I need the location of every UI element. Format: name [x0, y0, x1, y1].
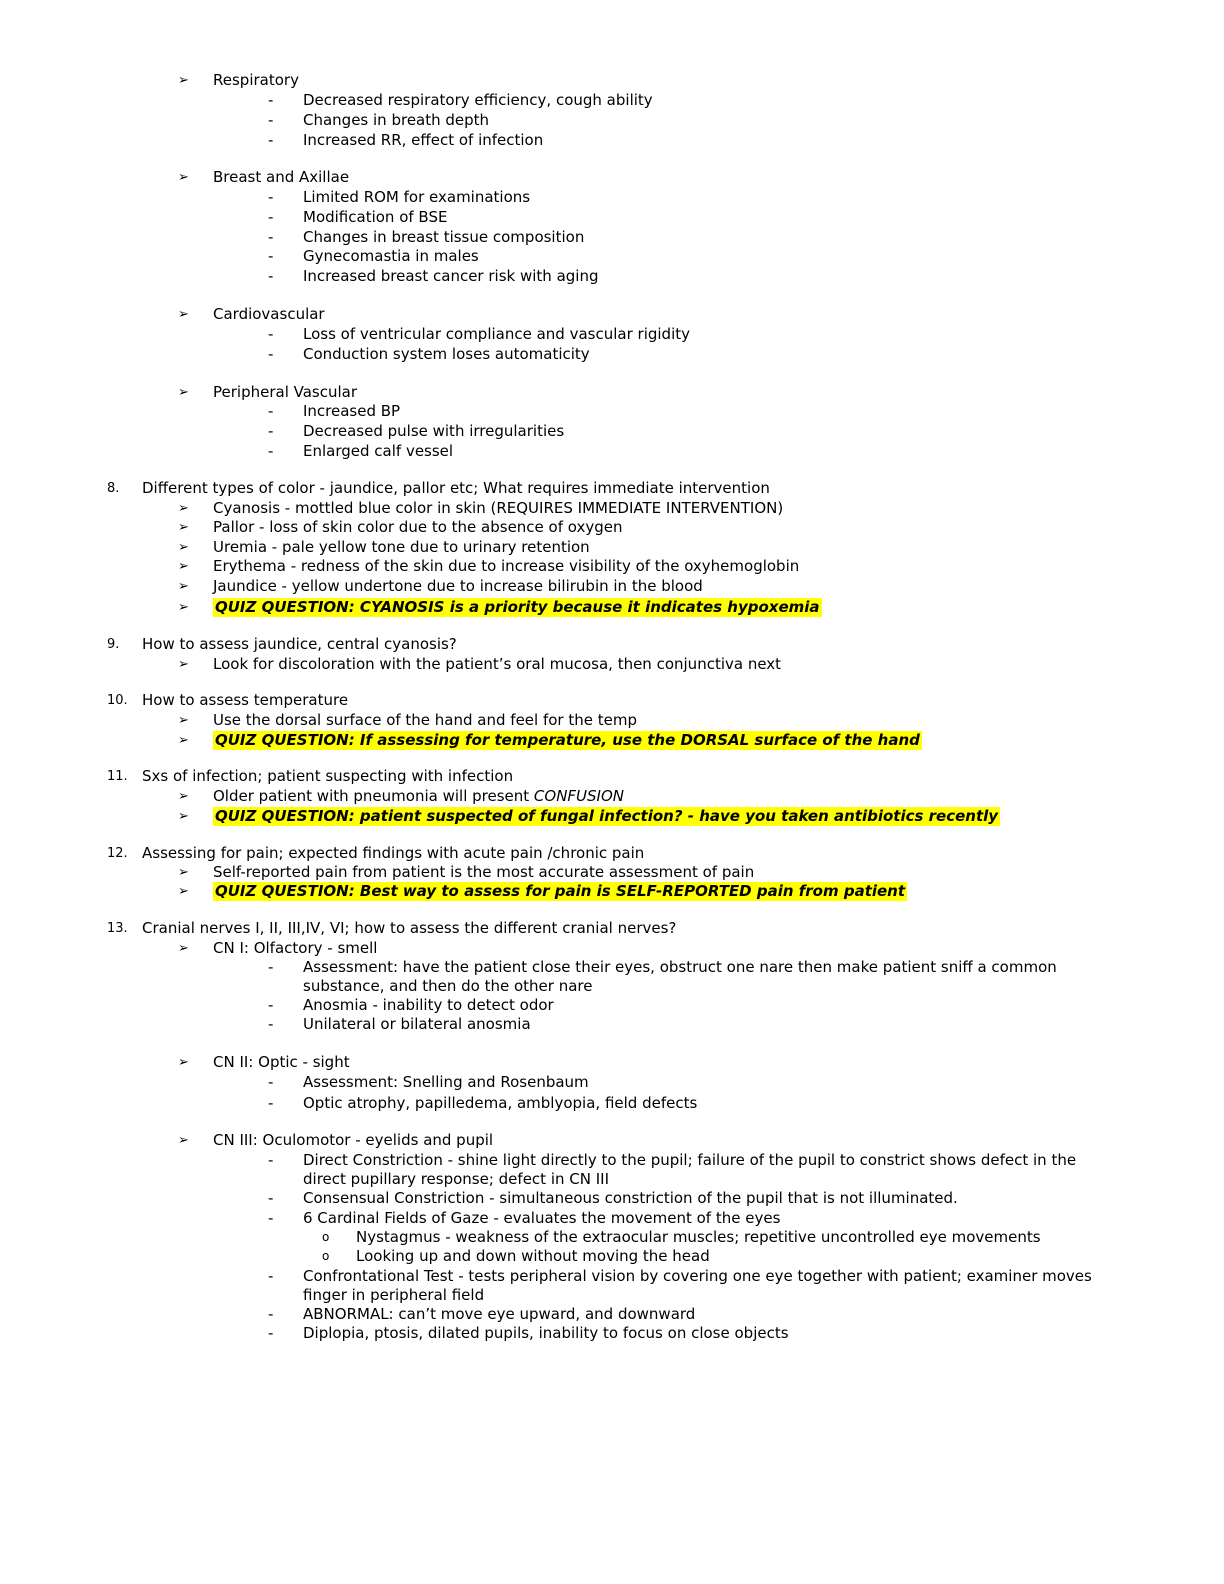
list-item: 6 Cardinal Fields of Gaze - evaluates the movement of the eyes — [303, 1209, 781, 1227]
question-text: Assessing for pain; expected findings with acute pain /chronic pain — [142, 844, 645, 862]
list-item: Changes in breast tissue composition — [303, 228, 585, 246]
list-item: Gynecomastia in males — [303, 247, 479, 265]
list-item: Consensual Constriction - simultaneous constriction of the pupil that is not illuminated. — [303, 1189, 958, 1207]
question-number: 12. — [107, 846, 128, 861]
list-item: Changes in breath depth — [303, 111, 490, 129]
section-heading-respiratory: Respiratory — [213, 71, 299, 89]
list-item: Conduction system loses automaticity — [303, 345, 590, 363]
dash-bullet-icon: - — [268, 1189, 274, 1207]
dash-bullet-icon: - — [268, 422, 274, 440]
list-item: Pallor - loss of skin color due to the absence of oxygen — [213, 518, 623, 536]
list-item: Cyanosis - mottled blue color in skin (REQUIRES IMMEDIATE INTERVENTION) — [213, 499, 784, 517]
arrow-bullet-icon: ➢ — [178, 540, 189, 555]
arrow-bullet-icon: ➢ — [178, 865, 189, 880]
question-text: How to assess temperature — [142, 691, 349, 709]
dash-bullet-icon: - — [268, 247, 274, 265]
list-item: Look for discoloration with the patient’s oral mucosa, then conjunctiva next — [213, 655, 782, 673]
arrow-bullet-icon: ➢ — [178, 1133, 189, 1148]
question-number: 8. — [107, 481, 120, 496]
dash-bullet-icon: - — [268, 345, 274, 363]
arrow-bullet-icon: ➢ — [178, 520, 189, 535]
arrow-bullet-icon: ➢ — [178, 789, 189, 804]
quiz-question-highlight: QUIZ QUESTION: patient suspected of fungal infection? - have you taken antibiotics recently — [215, 807, 999, 825]
list-item: Increased BP — [303, 402, 401, 420]
list-item-continuation: direct pupillary response; defect in CN III — [303, 1170, 609, 1188]
dash-bullet-icon: - — [268, 188, 274, 206]
list-item: Increased breast cancer risk with aging — [303, 267, 599, 285]
arrow-bullet-icon: ➢ — [178, 809, 189, 824]
list-item: Assessment: have the patient close their eyes, obstruct one nare then make patient sniff a common — [303, 958, 1057, 976]
arrow-bullet-icon: ➢ — [178, 579, 189, 594]
section-heading-peripheral-vascular: Peripheral Vascular — [213, 383, 358, 401]
dash-bullet-icon: - — [268, 131, 274, 149]
dash-bullet-icon: - — [268, 91, 274, 109]
dash-bullet-icon: - — [268, 208, 274, 226]
list-item: Diplopia, ptosis, dilated pupils, inability to focus on close objects — [303, 1324, 789, 1342]
list-item: Confrontational Test - tests peripheral vision by covering one eye together with patient; examiner moves — [303, 1267, 1092, 1285]
list-item: Use the dorsal surface of the hand and feel for the temp — [213, 711, 637, 729]
list-item: Self-reported pain from patient is the most accurate assessment of pain — [213, 863, 755, 881]
list-item: Limited ROM for examinations — [303, 188, 531, 206]
dash-bullet-icon: - — [268, 111, 274, 129]
arrow-bullet-icon: ➢ — [178, 884, 189, 899]
question-number: 9. — [107, 637, 120, 652]
cn-heading: CN III: Oculomotor - eyelids and pupil — [213, 1131, 494, 1149]
list-item-continuation: substance, and then do the other nare — [303, 977, 593, 995]
arrow-bullet-icon: ➢ — [178, 73, 189, 88]
dash-bullet-icon: - — [268, 442, 274, 460]
sub-list-item: Nystagmus - weakness of the extraocular muscles; repetitive uncontrolled eye movements — [356, 1228, 1041, 1246]
question-text: How to assess jaundice, central cyanosis? — [142, 635, 457, 653]
arrow-bullet-icon: ➢ — [178, 600, 189, 615]
arrow-bullet-icon: ➢ — [178, 170, 189, 185]
cn-heading: CN II: Optic - sight — [213, 1053, 350, 1071]
list-item: Uremia - pale yellow tone due to urinary retention — [213, 538, 590, 556]
list-item: Anosmia - inability to detect odor — [303, 996, 554, 1014]
list-item — [213, 787, 624, 806]
question-text: Cranial nerves I, II, III,IV, VI; how to assess the different cranial nerves? — [142, 919, 677, 937]
circle-bullet-icon: o — [322, 1249, 330, 1263]
circle-bullet-icon: o — [322, 1230, 330, 1244]
list-item: Modification of BSE — [303, 208, 448, 226]
sub-list-item: Looking up and down without moving the head — [356, 1247, 710, 1265]
list-item: Assessment: Snelling and Rosenbaum — [303, 1073, 589, 1091]
arrow-bullet-icon: ➢ — [178, 713, 189, 728]
dash-bullet-icon: - — [268, 228, 274, 246]
list-item: Direct Constriction - shine light directly to the pupil; failure of the pupil to constrict shows defect in the — [303, 1151, 1077, 1169]
arrow-bullet-icon: ➢ — [178, 941, 189, 956]
list-item: Decreased respiratory efficiency, cough ability — [303, 91, 653, 109]
arrow-bullet-icon: ➢ — [178, 501, 189, 516]
dash-bullet-icon: - — [268, 1151, 274, 1169]
dash-bullet-icon: - — [268, 958, 274, 976]
list-item: Optic atrophy, papilledema, amblyopia, field defects — [303, 1094, 698, 1112]
question-text: Sxs of infection; patient suspecting with infection — [142, 767, 514, 785]
dash-bullet-icon: - — [268, 1073, 274, 1091]
list-item: Loss of ventricular compliance and vascular rigidity — [303, 325, 690, 343]
dash-bullet-icon: - — [268, 1324, 274, 1342]
dash-bullet-icon: - — [268, 402, 274, 420]
quiz-question-highlight: QUIZ QUESTION: CYANOSIS is a priority because it indicates hypoxemia — [215, 598, 820, 616]
arrow-bullet-icon: ➢ — [178, 559, 189, 574]
list-item: ABNORMAL: can’t move eye upward, and downward — [303, 1305, 696, 1323]
arrow-bullet-icon: ➢ — [178, 307, 189, 322]
list-item: Enlarged calf vessel — [303, 442, 454, 460]
arrow-bullet-icon: ➢ — [178, 1055, 189, 1070]
dash-bullet-icon: - — [268, 1305, 274, 1323]
dash-bullet-icon: - — [268, 996, 274, 1014]
list-item-continuation: finger in peripheral field — [303, 1286, 485, 1304]
quiz-question-highlight: QUIZ QUESTION: If assessing for temperature, use the DORSAL surface of the hand — [215, 731, 920, 749]
arrow-bullet-icon: ➢ — [178, 733, 189, 748]
question-number: 11. — [107, 769, 128, 784]
dash-bullet-icon: - — [268, 1094, 274, 1112]
list-item: Unilateral or bilateral anosmia — [303, 1015, 531, 1033]
arrow-bullet-icon: ➢ — [178, 657, 189, 672]
question-number: 13. — [107, 921, 128, 936]
quiz-question-highlight: QUIZ QUESTION: Best way to assess for pain is SELF-REPORTED pain from patient — [215, 882, 906, 900]
section-heading-cardiovascular: Cardiovascular — [213, 305, 325, 323]
dash-bullet-icon: - — [268, 325, 274, 343]
dash-bullet-icon: - — [268, 1267, 274, 1285]
question-text: Different types of color - jaundice, pallor etc; What requires immediate intervention — [142, 479, 770, 497]
dash-bullet-icon: - — [268, 1209, 274, 1227]
dash-bullet-icon: - — [268, 267, 274, 285]
question-number: 10. — [107, 693, 128, 708]
emphasis-text: CONFUSION — [533, 787, 625, 805]
section-heading-breast: Breast and Axillae — [213, 168, 350, 186]
cn-heading: CN I: Olfactory - smell — [213, 939, 378, 957]
dash-bullet-icon: - — [268, 1015, 274, 1033]
list-item-text: Older patient with pneumonia will present — [213, 787, 534, 805]
list-item: Jaundice - yellow undertone due to increase bilirubin in the blood — [213, 577, 703, 595]
list-item: Erythema - redness of the skin due to increase visibility of the oxyhemoglobin — [213, 557, 800, 575]
list-item: Increased RR, effect of infection — [303, 131, 544, 149]
arrow-bullet-icon: ➢ — [178, 385, 189, 400]
list-item: Decreased pulse with irregularities — [303, 422, 565, 440]
